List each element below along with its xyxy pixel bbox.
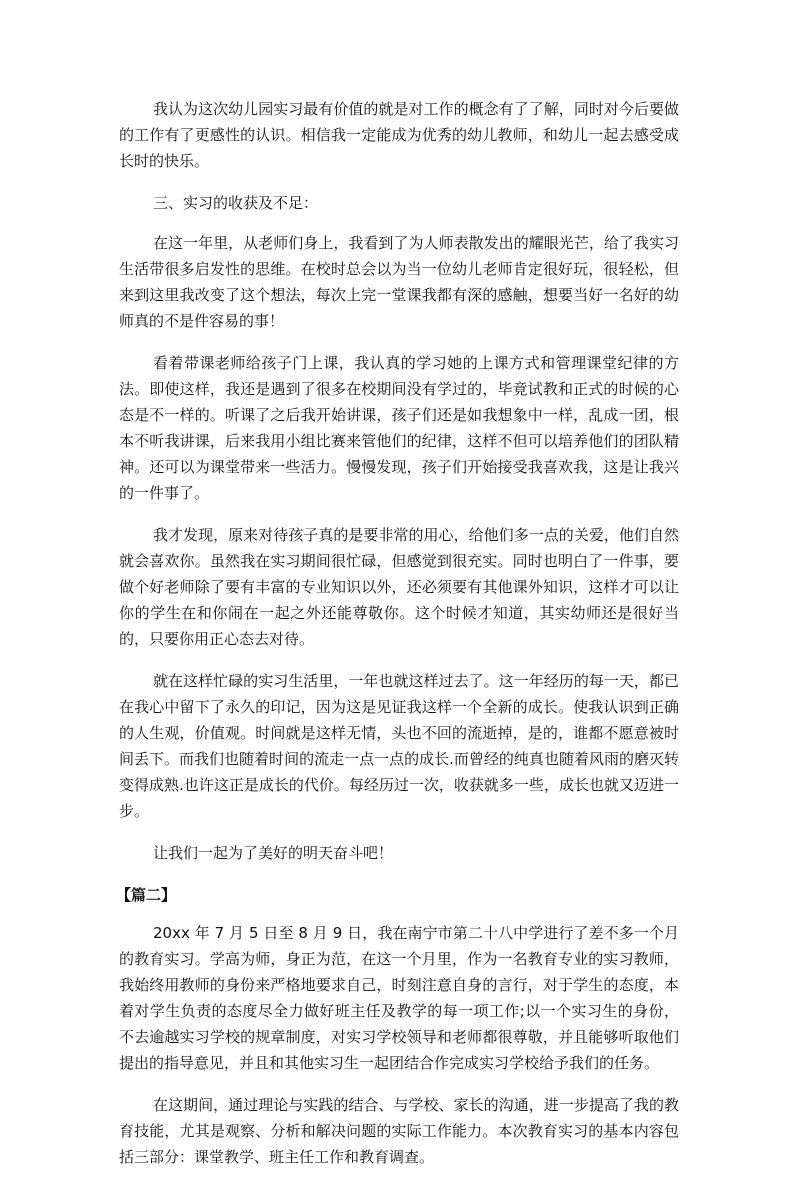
paragraph-gains-4: 就在这样忙碌的实习生活里，一年也就这样过去了。这一年经历的每一天，都已在我心中留下了永久的印记，因为这是见证我这样一个全新的成长。使我认识到正确的人生观，价值观。时间就是这样无情，头也不回的流逝掉，是的，谁都不愿意被时间丢下。而我们也随着时间的流走一点一点的成长.而曾经的纯真也随着风雨的磨灭转变得成熟.也许这正是成长的代价。每经历过一次，收获就多一些，成长也就又迈进一步。 (119, 672, 679, 820)
paragraph-part2-2: 在这期间，通过理论与实践的结合、与学校、家长的沟通，进一步提高了我的教育技能，尤其是观察、分析和解决问题的实际工作能力。本次教育实习的基本内容包括三部分：课堂教学、班主任工作和教育调查。 (119, 1096, 679, 1166)
chapter-heading: 【篇二】 (116, 886, 177, 904)
paragraph-closing: 让我们一起为了美好的明天奋斗吧！ (153, 844, 394, 862)
paragraph-gains-2: 看着带课老师给孩子门上课，我认真的学习她的上课方式和管理课堂纪律的方法。即使这样，我还是遇到了很多在校期间没有学过的，毕竟试教和正式的时候的心态是不一样的。听课了之后我开始讲课，孩子们还是如我想象中一样，乱成一团，根本不听我讲课，后来我用小组比赛来管他们的纪律，这样不但可以培养他们的团队精神。还可以为课堂带来一些活力。慢慢发现，孩子们开始接受我喜欢我，这是让我兴的一件事了。 (119, 354, 679, 502)
paragraph-intro: 我认为这次幼儿园实习最有价值的就是对工作的概念有了了解，同时对今后要做的工作有了更感性的认识。相信我一定能成为优秀的幼儿教师，和幼儿一起去感受成长时的快乐。 (119, 100, 679, 170)
paragraph-gains-3: 我才发现，原来对待孩子真的是要非常的用心，给他们多一点的关爱，他们自然就会喜欢你。虽然我在实习期间很忙碌，但感觉到很充实。同时也明白了一件事，要做个好老师除了要有丰富的专业知识以外，还必须要有其他课外知识，这样才可以让你的学生在和你闹在一起之外还能尊敬你。这个时候才知道，其实幼师还是很好当的，只要你用正心态去对待。 (119, 526, 679, 648)
paragraph-part2-1: 20xx 年 7 月 5 日至 8 月 9 日，我在南宁市第二十八中学进行了差不多一个月的教育实习。学高为师，身正为范，在这一个月里，作为一名教育专业的实习教师，我始终用教师的身份来严格地要求自己，时刻注意自身的言行，对于学生的态度，本着对学生负责的态度尽全力做好班主任及教学的每一项工作;以一个实习生的身份，不去逾越实习学校的规章制度，对实习学校领导和老师都很尊敬，并且能够听取他们提出的指导意见，并且和其他实习生一起团结合作完成实习学校给予我们的任务。 (119, 924, 679, 1072)
paragraph-gains-1: 在这一年里，从老师们身上，我看到了为人师表散发出的耀眼光芒，给了我实习生活带很多启发性的思维。在校时总会以为当一位幼儿老师肯定很好玩，很轻松，但来到这里我改变了这个想法，每次上完一堂课我都有深的感触，想要当好一名好的幼师真的不是件容易的事！ (119, 234, 679, 330)
section-heading: 三、实习的收获及不足： (153, 194, 319, 212)
document-body (116, 96, 679, 1186)
